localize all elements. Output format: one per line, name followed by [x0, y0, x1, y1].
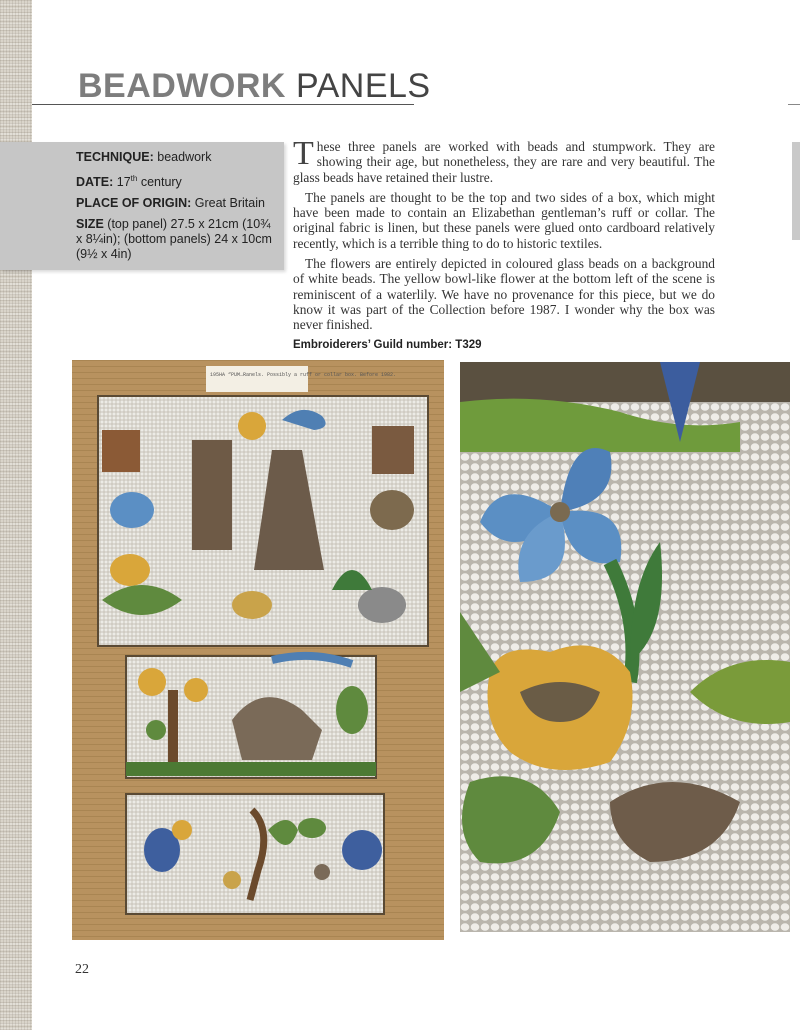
page-number: 22: [75, 962, 89, 977]
panels-photo: [72, 360, 444, 940]
title-part2: PANELS: [295, 67, 431, 105]
origin-line: [76, 196, 276, 211]
origin-label: PLACE OF ORIGIN:: [76, 196, 192, 211]
drop-cap: T: [293, 135, 314, 172]
paragraph-3: The flowers are entirely depicted in coloured glass beads on a background of white beads. The yellow bowl-like flower at the bottom left of the scene is reminiscent of a waterlily. We have no provenance for this piece, but we do know it was part of the Collection before 1987. I wonder why the box was never finished.: [293, 256, 715, 333]
label-card-text: 195HA “PUM…Ranels. Possibly a ruff or collar box. Before 1982.: [210, 372, 397, 378]
size-label: SIZE: [76, 217, 104, 232]
right-edge-rule: [788, 104, 800, 105]
info-details: [76, 150, 276, 268]
page-title: [78, 66, 431, 106]
right-edge-tab: [792, 142, 800, 240]
paragraph-1-text: hese three panels are worked with beads and stumpwork. They are showing their age, but nonetheless, they are rare and very beautiful. The glass beads have retained their lustre.: [293, 139, 715, 185]
date-value-rest: century: [140, 175, 182, 190]
technique-label: TECHNIQUE:: [76, 150, 154, 164]
bottom-panel: [126, 794, 384, 914]
panels-illustration: [72, 360, 444, 940]
detail-illustration: [460, 362, 790, 932]
technique-line: [76, 150, 276, 165]
title-part1: BEADWORK: [78, 67, 286, 105]
paragraph-1: [293, 135, 715, 185]
body-text: [293, 135, 715, 338]
size-value: (top panel) 27.5 x 21cm (10¾ x 8¼in); (bottom panels) 24 x 10cm (9½ x 4in): [76, 217, 272, 262]
detail-photo: [460, 362, 790, 932]
date-value-num: 17: [116, 175, 131, 190]
middle-panel: [126, 656, 376, 778]
origin-value: Great Britain: [194, 196, 265, 211]
technique-value: beadwork: [157, 150, 212, 164]
title-underline: [32, 104, 414, 105]
paragraph-2: The panels are thought to be the top and two sides of a box, which might have been made to contain an Elizabethan gentleman’s ruff or collar. The original fabric is linen, but these panels were glued onto cardboard relatively recently, which is a terrible thing to do to historic textiles.: [293, 189, 715, 251]
date-line: [76, 171, 276, 190]
size-line: [76, 217, 276, 262]
date-label: DATE:: [76, 175, 114, 190]
guild-number: Embroiderers’ Guild number: T329: [293, 339, 482, 351]
top-panel: [98, 396, 428, 646]
date-value-sup: th: [130, 174, 138, 183]
